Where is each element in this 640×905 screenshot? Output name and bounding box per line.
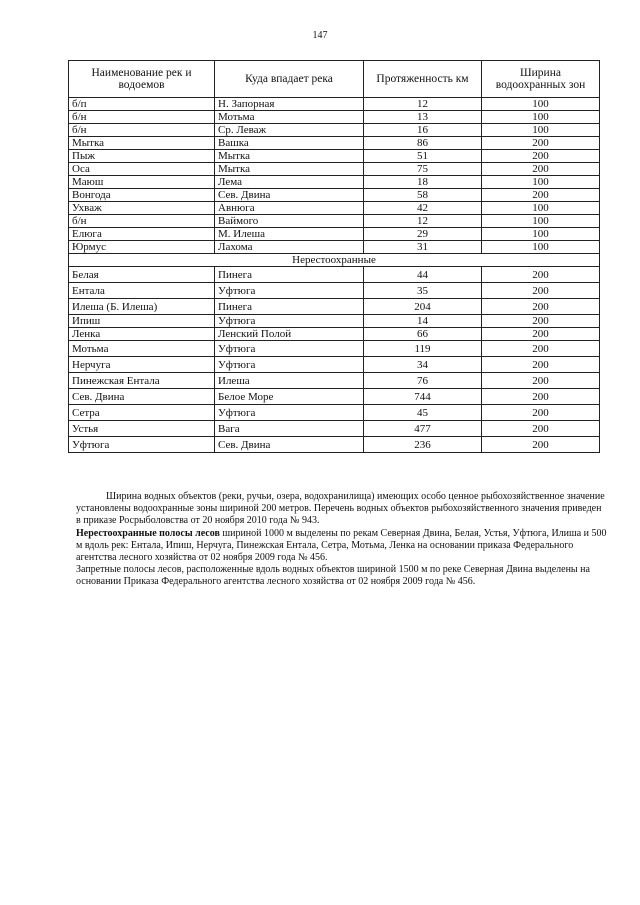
- cell-mouth: Ваймого: [215, 215, 364, 228]
- cell-mouth: Пинега: [215, 267, 364, 283]
- cell-length: 31: [364, 241, 482, 254]
- cell-name: б/н: [69, 215, 215, 228]
- cell-name: Уфтюга: [69, 437, 215, 453]
- cell-width: 200: [482, 150, 600, 163]
- cell-mouth: Вашка: [215, 137, 364, 150]
- cell-mouth: Сев. Двина: [215, 189, 364, 202]
- cell-mouth: Мытка: [215, 163, 364, 176]
- cell-length: 58: [364, 189, 482, 202]
- cell-width: 100: [482, 98, 600, 111]
- section-row: [69, 254, 600, 267]
- cell-name: Ипиш: [69, 315, 215, 328]
- cell-name: Нерчуга: [69, 357, 215, 373]
- note-paragraph-2-bold: Нерестоохранные полосы лесов: [76, 527, 220, 539]
- cell-width: 200: [482, 341, 600, 357]
- cell-mouth: М. Илеша: [215, 228, 364, 241]
- cell-length: 76: [364, 373, 482, 389]
- cell-name: б/п: [69, 98, 215, 111]
- cell-width: 100: [482, 215, 600, 228]
- cell-mouth: Лема: [215, 176, 364, 189]
- cell-length: 744: [364, 389, 482, 405]
- cell-name: Мотьма: [69, 341, 215, 357]
- cell-width: 200: [482, 163, 600, 176]
- cell-mouth: Уфтюга: [215, 341, 364, 357]
- table-row: [69, 389, 600, 405]
- cell-mouth: Авнюга: [215, 202, 364, 215]
- header-mouth: Куда впадает река: [215, 61, 364, 98]
- cell-name: Пинежская Ентала: [69, 373, 215, 389]
- cell-length: 86: [364, 137, 482, 150]
- cell-length: 42: [364, 202, 482, 215]
- cell-width: 100: [482, 241, 600, 254]
- cell-width: 200: [482, 437, 600, 453]
- cell-name: Ухваж: [69, 202, 215, 215]
- table-row: [69, 189, 600, 202]
- table-row: [69, 437, 600, 453]
- rivers-table: [68, 60, 600, 453]
- cell-length: 75: [364, 163, 482, 176]
- header-length: Протяженность км: [364, 61, 482, 98]
- cell-length: 18: [364, 176, 482, 189]
- table-row: [69, 357, 600, 373]
- cell-name: Ентала: [69, 283, 215, 299]
- cell-length: 477: [364, 421, 482, 437]
- cell-width: 200: [482, 283, 600, 299]
- table-header-row: [69, 61, 600, 98]
- header-name: Наименование рек и водоемов: [69, 61, 215, 98]
- cell-mouth: Белое Море: [215, 389, 364, 405]
- cell-length: 66: [364, 328, 482, 341]
- cell-width: 100: [482, 176, 600, 189]
- cell-mouth: Уфтюга: [215, 283, 364, 299]
- cell-length: 16: [364, 124, 482, 137]
- table-row: [69, 215, 600, 228]
- cell-width: 200: [482, 267, 600, 283]
- cell-name: Сев. Двина: [69, 389, 215, 405]
- cell-mouth: Мотьма: [215, 111, 364, 124]
- cell-name: Оса: [69, 163, 215, 176]
- table-row: [69, 315, 600, 328]
- table-row: [69, 176, 600, 189]
- cell-name: Юрмус: [69, 241, 215, 254]
- cell-width: 200: [482, 299, 600, 315]
- cell-name: Вонгода: [69, 189, 215, 202]
- cell-width: 200: [482, 421, 600, 437]
- cell-length: 51: [364, 150, 482, 163]
- table-row: [69, 283, 600, 299]
- cell-width: 200: [482, 389, 600, 405]
- cell-width: 200: [482, 189, 600, 202]
- section-label: Нерестоохранные: [69, 254, 600, 267]
- cell-name: Илеша (Б. Илеша): [69, 299, 215, 315]
- table-row: [69, 241, 600, 254]
- page-number: 147: [312, 30, 328, 41]
- cell-width: 100: [482, 228, 600, 241]
- cell-length: 29: [364, 228, 482, 241]
- table-row: [69, 124, 600, 137]
- cell-length: 204: [364, 299, 482, 315]
- table-row: [69, 137, 600, 150]
- cell-width: 100: [482, 124, 600, 137]
- cell-width: 100: [482, 202, 600, 215]
- table-row: [69, 98, 600, 111]
- cell-width: 200: [482, 405, 600, 421]
- cell-width: 200: [482, 373, 600, 389]
- cell-mouth: Вага: [215, 421, 364, 437]
- table-row: [69, 163, 600, 176]
- cell-name: б/н: [69, 124, 215, 137]
- table-row: [69, 111, 600, 124]
- cell-mouth: Пинега: [215, 299, 364, 315]
- table-row: [69, 421, 600, 437]
- table-row: [69, 299, 600, 315]
- cell-length: 14: [364, 315, 482, 328]
- cell-name: Пыж: [69, 150, 215, 163]
- cell-length: 12: [364, 98, 482, 111]
- note-paragraph-2-text: шириной 1000 м выделены по рекам Северная Двина, Белая, Устья, Уфтюга, Илиша и 500 м вдоль рек: Ентала, Ипиш, Нерчуга, Пинежская Ентала, Сетра, Мотьма, Ленка на основании приказа Федерального агентства лесного хозяйства от 02 ноября 2009 года № 456.: [76, 527, 607, 564]
- cell-mouth: Уфтюга: [215, 315, 364, 328]
- note-paragraph-3: Запретные полосы лесов, расположенные вдоль водных объектов шириной 1500 м по реке Северная Двина выделены на основании Приказа Федерального агентства лесного хозяйства от 02 ноября 2009 года № 456.: [76, 564, 590, 588]
- cell-length: 34: [364, 357, 482, 373]
- cell-name: Елюга: [69, 228, 215, 241]
- cell-name: Маюш: [69, 176, 215, 189]
- cell-mouth: Ср. Леваж: [215, 124, 364, 137]
- cell-name: Белая: [69, 267, 215, 283]
- cell-mouth: Илеша: [215, 373, 364, 389]
- cell-length: 119: [364, 341, 482, 357]
- cell-width: 200: [482, 328, 600, 341]
- cell-width: 200: [482, 137, 600, 150]
- table-row: [69, 150, 600, 163]
- cell-width: 100: [482, 111, 600, 124]
- cell-name: Сетра: [69, 405, 215, 421]
- note-paragraph-1: Ширина водных объектов (реки, ручьи, озера, водохранилища) имеющих особо ценное рыбохозяйственное значение установлены водоохранные зоны шириной 200 метров. Перечень водных объектов рыбохозяйственного значения приведен в приказе Росрыболовства от 20 ноября 2010 года № 943.: [76, 491, 605, 527]
- table-body: [69, 98, 600, 453]
- cell-mouth: Ленский Полой: [215, 328, 364, 341]
- table-row: [69, 373, 600, 389]
- cell-width: 200: [482, 315, 600, 328]
- cell-mouth: Уфтюга: [215, 405, 364, 421]
- header-width: Ширина водоохранных зон: [482, 61, 600, 98]
- cell-length: 236: [364, 437, 482, 453]
- cell-name: Ленка: [69, 328, 215, 341]
- cell-length: 44: [364, 267, 482, 283]
- table-row: [69, 267, 600, 283]
- cell-length: 45: [364, 405, 482, 421]
- cell-length: 12: [364, 215, 482, 228]
- table-row: [69, 228, 600, 241]
- cell-name: б/н: [69, 111, 215, 124]
- cell-mouth: Мытка: [215, 150, 364, 163]
- cell-length: 35: [364, 283, 482, 299]
- cell-mouth: Уфтюга: [215, 357, 364, 373]
- notes-block: [76, 491, 608, 589]
- table-row: [69, 328, 600, 341]
- table-row: [69, 202, 600, 215]
- cell-width: 200: [482, 357, 600, 373]
- table-row: [69, 405, 600, 421]
- cell-name: Мытка: [69, 137, 215, 150]
- cell-name: Устья: [69, 421, 215, 437]
- cell-mouth: Н. Запорная: [215, 98, 364, 111]
- cell-mouth: Лахома: [215, 241, 364, 254]
- cell-mouth: Сев. Двина: [215, 437, 364, 453]
- cell-length: 13: [364, 111, 482, 124]
- table-row: [69, 341, 600, 357]
- note-paragraph-2: [76, 528, 608, 565]
